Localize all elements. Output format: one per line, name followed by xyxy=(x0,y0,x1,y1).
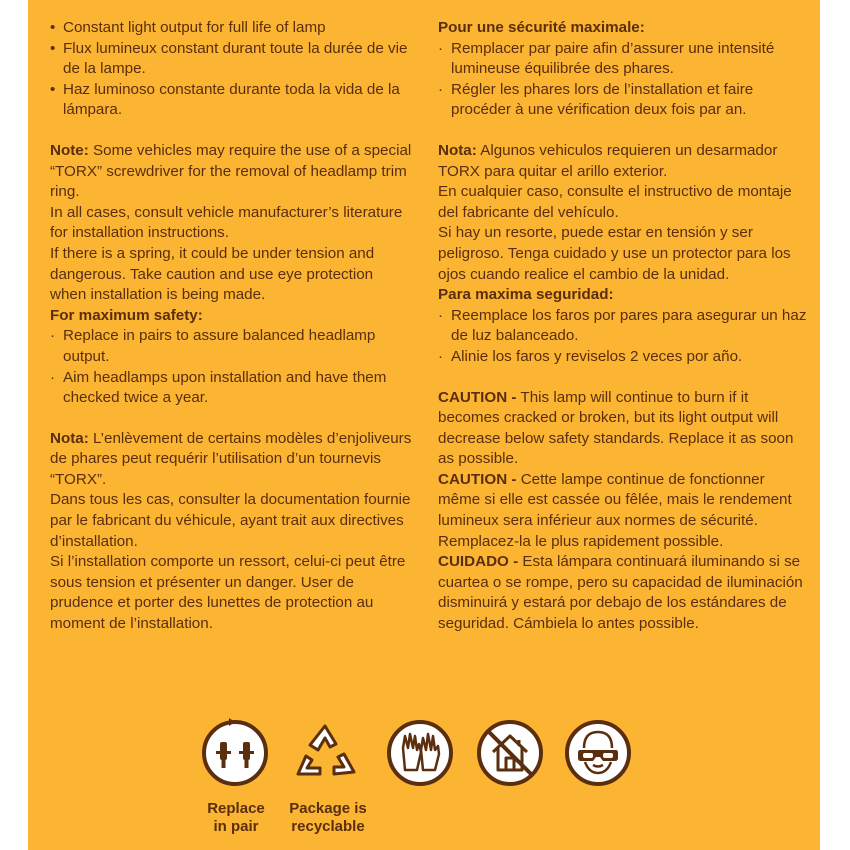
safety-item-fr: · Remplacer par paire afin d’assurer une intensité lumineuse équilibrée des phares. xyxy=(438,39,775,78)
safety-goggles-icon xyxy=(563,718,633,788)
safety-item-es: · Reemplace los faros por pares para asegurar un haz de luz balanceado. xyxy=(438,306,807,345)
caution-es: CUIDADO - Esta lámpara continuará iluminando si se cuartea o se rompe, pero su capacidad de iluminación disminuirá y estará por debajo de los estándares de seguridad. Cámbiela lo antes possible. xyxy=(438,553,803,633)
note-es-line: En cualquier caso, consulte el instructivo de montaje del fabricante del vehículo. xyxy=(438,183,792,221)
safety-title-fr: Pour une sécurité maximale: xyxy=(438,19,645,36)
note-en-line: If there is a spring, it could be under tension and dangerous. Take caution and use eye protection when installation is being made. xyxy=(50,244,375,304)
safety-item-en: · Replace in pairs to assure balanced headlamp output. xyxy=(50,327,376,365)
safety-item-es: · Alinie los faros y reviselos 2 veces por año. xyxy=(438,347,743,365)
note-es-line: Si hay un resorte, puede estar en tensión y ser peligroso. Tenga cuidado y use un protector para los ojos cuando realice el cambio de la unidad. xyxy=(438,224,791,283)
note-en: Note: Some vehicles may require the use of a special “TORX” screwdriver for the removal of headlamp trim ring. xyxy=(50,141,412,201)
note-en-line: In all cases, consult vehicle manufacturer’s literature for installation instructions. xyxy=(50,203,403,242)
no-home-use-icon xyxy=(475,718,545,788)
feature-bullet: • Haz luminoso constante durante toda la vida de la lámpara. xyxy=(50,80,400,119)
safety-item-en: · Aim headlamps upon installation and have them checked twice a year. xyxy=(50,368,387,407)
safety-title-es: Para maxima seguridad: xyxy=(438,286,614,304)
feature-bullet: • Flux lumineux constant durant toute la durée de vie de la lampe. xyxy=(50,39,408,78)
note-es: Nota: Algunos vehiculos requieren un desarmador TORX para quitar el arillo exterior. xyxy=(438,141,778,180)
replace-in-pair-caption: Replace in pair xyxy=(207,800,265,835)
recyclable-caption: Package is recyclable xyxy=(289,800,367,835)
caution-en: CAUTION - This lamp will continue to burn if it becomes cracked or broken, but its light output will decrease below safety standards. Replace it as soon as possible. xyxy=(438,388,794,468)
safety-title-en: For maximum safety: xyxy=(50,306,203,324)
caution-fr: CAUTION - Cette lampe continue de fonctionner même si elle est cassée ou fêlée, mais le rendement lumineux sera inférieur aux normes de sécurité. Remplacez-la le plus rapidement possible. xyxy=(438,470,792,550)
left-column xyxy=(50,18,412,635)
note-fr-line: Dans tous les cas, consulter la documentation fournie par le fabricant du véhicule, ayant trait aux directives d’installation. xyxy=(50,491,411,550)
right-column xyxy=(438,18,810,635)
note-fr-line: Si l’installation comporte un ressort, celui-ci peut être sous tension et présenter un danger. User de prudence et porter des lunettes de protection au moment de l’installation. xyxy=(50,553,406,633)
gloves-icon xyxy=(385,718,455,788)
replace-in-pair-icon xyxy=(200,718,270,788)
recycle-icon xyxy=(290,718,360,788)
feature-bullet: • Constant light output for full life of lamp xyxy=(50,19,326,36)
safety-item-fr: · Régler les phares lors de l’installation et faire procéder à une vérification deux fois par an. xyxy=(438,80,754,119)
note-fr: Nota: L’enlèvement de certains modèles d’enjoliveurs de phares peut requérir l’utilisation d’un tournevis “TORX”. xyxy=(50,429,412,488)
